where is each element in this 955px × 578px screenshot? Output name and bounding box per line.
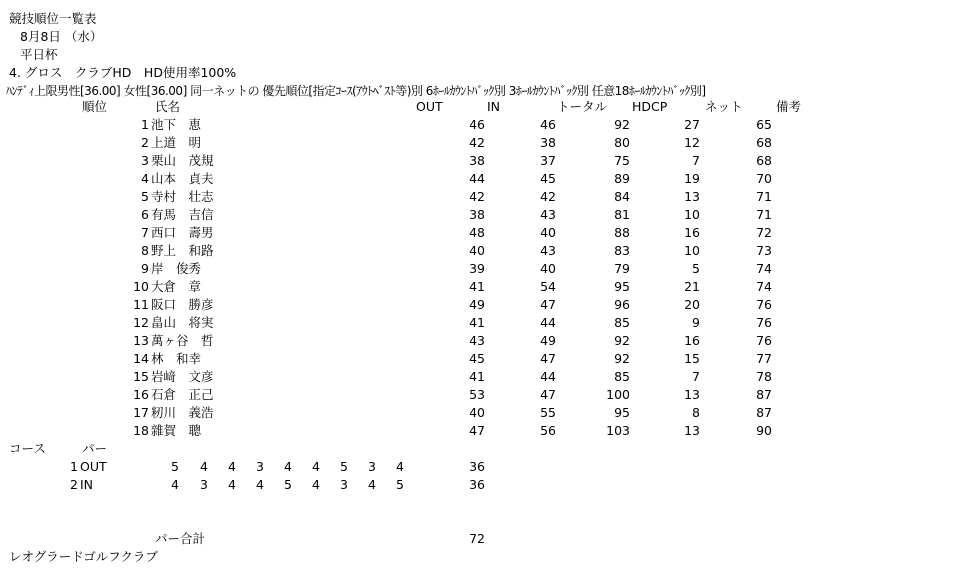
hdcp-value: 27 <box>684 117 700 132</box>
net-score: 74 <box>756 279 772 294</box>
hole-par: 4 <box>256 477 264 492</box>
in-score: 38 <box>540 135 556 150</box>
player-name: 岸 俊秀 <box>151 261 202 276</box>
net-score: 65 <box>756 117 772 132</box>
total-score: 92 <box>614 351 630 366</box>
out-score: 40 <box>469 405 485 420</box>
rank-cell: 10 <box>133 279 149 294</box>
hole-par: 4 <box>200 459 208 474</box>
total-score: 85 <box>614 315 630 330</box>
out-score: 41 <box>469 315 485 330</box>
hole-par: 4 <box>284 459 292 474</box>
hole-par: 3 <box>256 459 264 474</box>
total-score: 92 <box>614 117 630 132</box>
in-score: 56 <box>540 423 556 438</box>
net-score: 76 <box>756 315 772 330</box>
out-score: 49 <box>469 297 485 312</box>
player-name: 有馬 吉信 <box>151 207 214 222</box>
player-name: 大倉 章 <box>151 279 202 294</box>
in-score: 47 <box>540 387 556 402</box>
hole-par: 5 <box>396 477 404 492</box>
rank-cell: 8 <box>141 243 149 258</box>
net-score: 68 <box>756 135 772 150</box>
player-name: 畠山 将実 <box>151 315 214 330</box>
hole-par: 4 <box>228 459 236 474</box>
hdcp-value: 15 <box>684 351 700 366</box>
rank-cell: 11 <box>133 297 149 312</box>
event-name: 平日杯 <box>20 47 58 62</box>
rank-cell: 4 <box>141 171 149 186</box>
net-score: 70 <box>756 171 772 186</box>
out-score: 46 <box>469 117 485 132</box>
rank-cell: 12 <box>133 315 149 330</box>
hole-par: 5 <box>171 459 179 474</box>
tiebreak-rule: ﾊﾝﾃﾞｨ上限男性[36.00] 女性[36.00] 同一ネットの 優先順位[指定ｺｰｽ(ｱｳﾄﾍﾞｽﾄ等)別 6ﾎｰﾙｶｳﾝﾄﾊﾞｯｸ別 3ﾎｰﾙｶｳﾝﾄﾊﾞｯｸ別 任意18ﾎｰﾙｶｳﾝﾄﾊﾞｯｸ別] <box>6 84 706 98</box>
in-score: 49 <box>540 333 556 348</box>
total-score: 75 <box>614 153 630 168</box>
player-name: 雜賀 聰 <box>151 423 202 438</box>
player-name: 阪口 勝彦 <box>151 297 214 312</box>
hdcp-value: 10 <box>684 243 700 258</box>
net-score: 90 <box>756 423 772 438</box>
player-name: 山本 貞夫 <box>151 171 214 186</box>
course-number: 2 <box>70 477 78 492</box>
rank-cell: 2 <box>141 135 149 150</box>
total-score: 96 <box>614 297 630 312</box>
par-label: パー <box>82 441 108 456</box>
player-name: 石倉 正己 <box>151 387 214 402</box>
rank-cell: 3 <box>141 153 149 168</box>
player-name: 池下 恵 <box>151 117 202 132</box>
hole-par: 3 <box>200 477 208 492</box>
course-name: OUT <box>80 459 107 474</box>
hdcp-value: 19 <box>684 171 700 186</box>
player-name: 野上 和路 <box>151 243 214 258</box>
net-score: 78 <box>756 369 772 384</box>
hdcp-value: 12 <box>684 135 700 150</box>
net-score: 77 <box>756 351 772 366</box>
net-score: 74 <box>756 261 772 276</box>
hdcp-value: 21 <box>684 279 700 294</box>
course-number: 1 <box>70 459 78 474</box>
rank-cell: 7 <box>141 225 149 240</box>
net-score: 76 <box>756 333 772 348</box>
net-score: 73 <box>756 243 772 258</box>
hole-par: 4 <box>228 477 236 492</box>
player-name: 籾川 義浩 <box>151 405 214 420</box>
col-net-header: ネット <box>705 99 743 114</box>
in-score: 40 <box>540 261 556 276</box>
in-score: 40 <box>540 225 556 240</box>
course-name: IN <box>80 477 94 492</box>
player-name: 栗山 茂規 <box>151 153 214 168</box>
out-score: 53 <box>469 387 485 402</box>
col-in-header: IN <box>487 99 501 114</box>
hdcp-value: 20 <box>684 297 700 312</box>
out-score: 41 <box>469 369 485 384</box>
rank-cell: 14 <box>133 351 149 366</box>
hole-par: 4 <box>312 477 320 492</box>
player-name: 上道 明 <box>151 135 202 150</box>
total-score: 83 <box>614 243 630 258</box>
out-score: 45 <box>469 351 485 366</box>
total-score: 95 <box>614 405 630 420</box>
col-total-header: トータル <box>557 99 608 114</box>
hdcp-value: 9 <box>692 315 700 330</box>
total-score: 89 <box>614 171 630 186</box>
in-score: 45 <box>540 171 556 186</box>
rank-cell: 6 <box>141 207 149 222</box>
hole-par: 3 <box>340 477 348 492</box>
rank-cell: 16 <box>133 387 149 402</box>
rank-cell: 5 <box>141 189 149 204</box>
col-out-header: OUT <box>416 99 443 114</box>
net-score: 71 <box>756 207 772 222</box>
scoring-mode: 4. グロス クラブHD HD使用率100% <box>9 65 237 80</box>
rank-cell: 17 <box>133 405 149 420</box>
rank-cell: 15 <box>133 369 149 384</box>
total-score: 95 <box>614 279 630 294</box>
hdcp-value: 10 <box>684 207 700 222</box>
total-score: 79 <box>614 261 630 276</box>
out-score: 44 <box>469 171 485 186</box>
rank-cell: 18 <box>133 423 149 438</box>
out-score: 43 <box>469 333 485 348</box>
in-score: 46 <box>540 117 556 132</box>
total-score: 84 <box>614 189 630 204</box>
course-label: コース <box>9 441 46 456</box>
player-name: 萬ヶ谷 哲 <box>151 333 214 348</box>
in-score: 55 <box>540 405 556 420</box>
hdcp-value: 13 <box>684 423 700 438</box>
rank-cell: 13 <box>133 333 149 348</box>
in-score: 43 <box>540 207 556 222</box>
net-score: 71 <box>756 189 772 204</box>
club-name: レオグラードゴルフクラブ <box>9 549 158 564</box>
hole-par: 4 <box>312 459 320 474</box>
out-score: 38 <box>469 207 485 222</box>
hdcp-value: 7 <box>692 153 700 168</box>
par-total-label: パー合計 <box>155 531 206 546</box>
col-name-header: 氏名 <box>155 99 181 114</box>
rank-cell: 1 <box>141 117 149 132</box>
hole-par: 5 <box>284 477 292 492</box>
course-par-total: 36 <box>469 477 485 492</box>
hole-par: 4 <box>368 477 376 492</box>
col-hdcp-header: HDCP <box>632 99 668 114</box>
total-score: 80 <box>614 135 630 150</box>
out-score: 42 <box>469 135 485 150</box>
out-score: 40 <box>469 243 485 258</box>
in-score: 47 <box>540 297 556 312</box>
out-score: 48 <box>469 225 485 240</box>
out-score: 39 <box>469 261 485 276</box>
net-score: 72 <box>756 225 772 240</box>
out-score: 38 <box>469 153 485 168</box>
net-score: 87 <box>756 405 772 420</box>
player-name: 岩﨑 文彦 <box>151 369 214 384</box>
total-score: 85 <box>614 369 630 384</box>
in-score: 37 <box>540 153 556 168</box>
hdcp-value: 7 <box>692 369 700 384</box>
in-score: 47 <box>540 351 556 366</box>
hdcp-value: 8 <box>692 405 700 420</box>
out-score: 41 <box>469 279 485 294</box>
in-score: 42 <box>540 189 556 204</box>
page-title: 競技順位一覧表 <box>9 11 97 26</box>
total-score: 92 <box>614 333 630 348</box>
hdcp-value: 16 <box>684 333 700 348</box>
player-name: 林 和幸 <box>151 351 202 366</box>
player-name: 寺村 壮志 <box>151 189 214 204</box>
col-rank-header: 順位 <box>82 99 108 114</box>
hole-par: 3 <box>368 459 376 474</box>
net-score: 76 <box>756 297 772 312</box>
total-score: 103 <box>606 423 630 438</box>
in-score: 43 <box>540 243 556 258</box>
hdcp-value: 13 <box>684 387 700 402</box>
player-name: 西口 壽男 <box>151 225 214 240</box>
hole-par: 5 <box>340 459 348 474</box>
rank-cell: 9 <box>141 261 149 276</box>
net-score: 87 <box>756 387 772 402</box>
hdcp-value: 13 <box>684 189 700 204</box>
total-score: 88 <box>614 225 630 240</box>
in-score: 44 <box>540 315 556 330</box>
course-par-total: 36 <box>469 459 485 474</box>
in-score: 44 <box>540 369 556 384</box>
date-label: 8月8日 （水） <box>20 29 103 44</box>
hdcp-value: 16 <box>684 225 700 240</box>
total-score: 100 <box>606 387 630 402</box>
col-note-header: 備考 <box>776 99 802 114</box>
hole-par: 4 <box>171 477 179 492</box>
in-score: 54 <box>540 279 556 294</box>
par-total-value: 72 <box>469 531 485 546</box>
out-score: 42 <box>469 189 485 204</box>
hdcp-value: 5 <box>692 261 700 276</box>
net-score: 68 <box>756 153 772 168</box>
out-score: 47 <box>469 423 485 438</box>
hole-par: 4 <box>396 459 404 474</box>
total-score: 81 <box>614 207 630 222</box>
